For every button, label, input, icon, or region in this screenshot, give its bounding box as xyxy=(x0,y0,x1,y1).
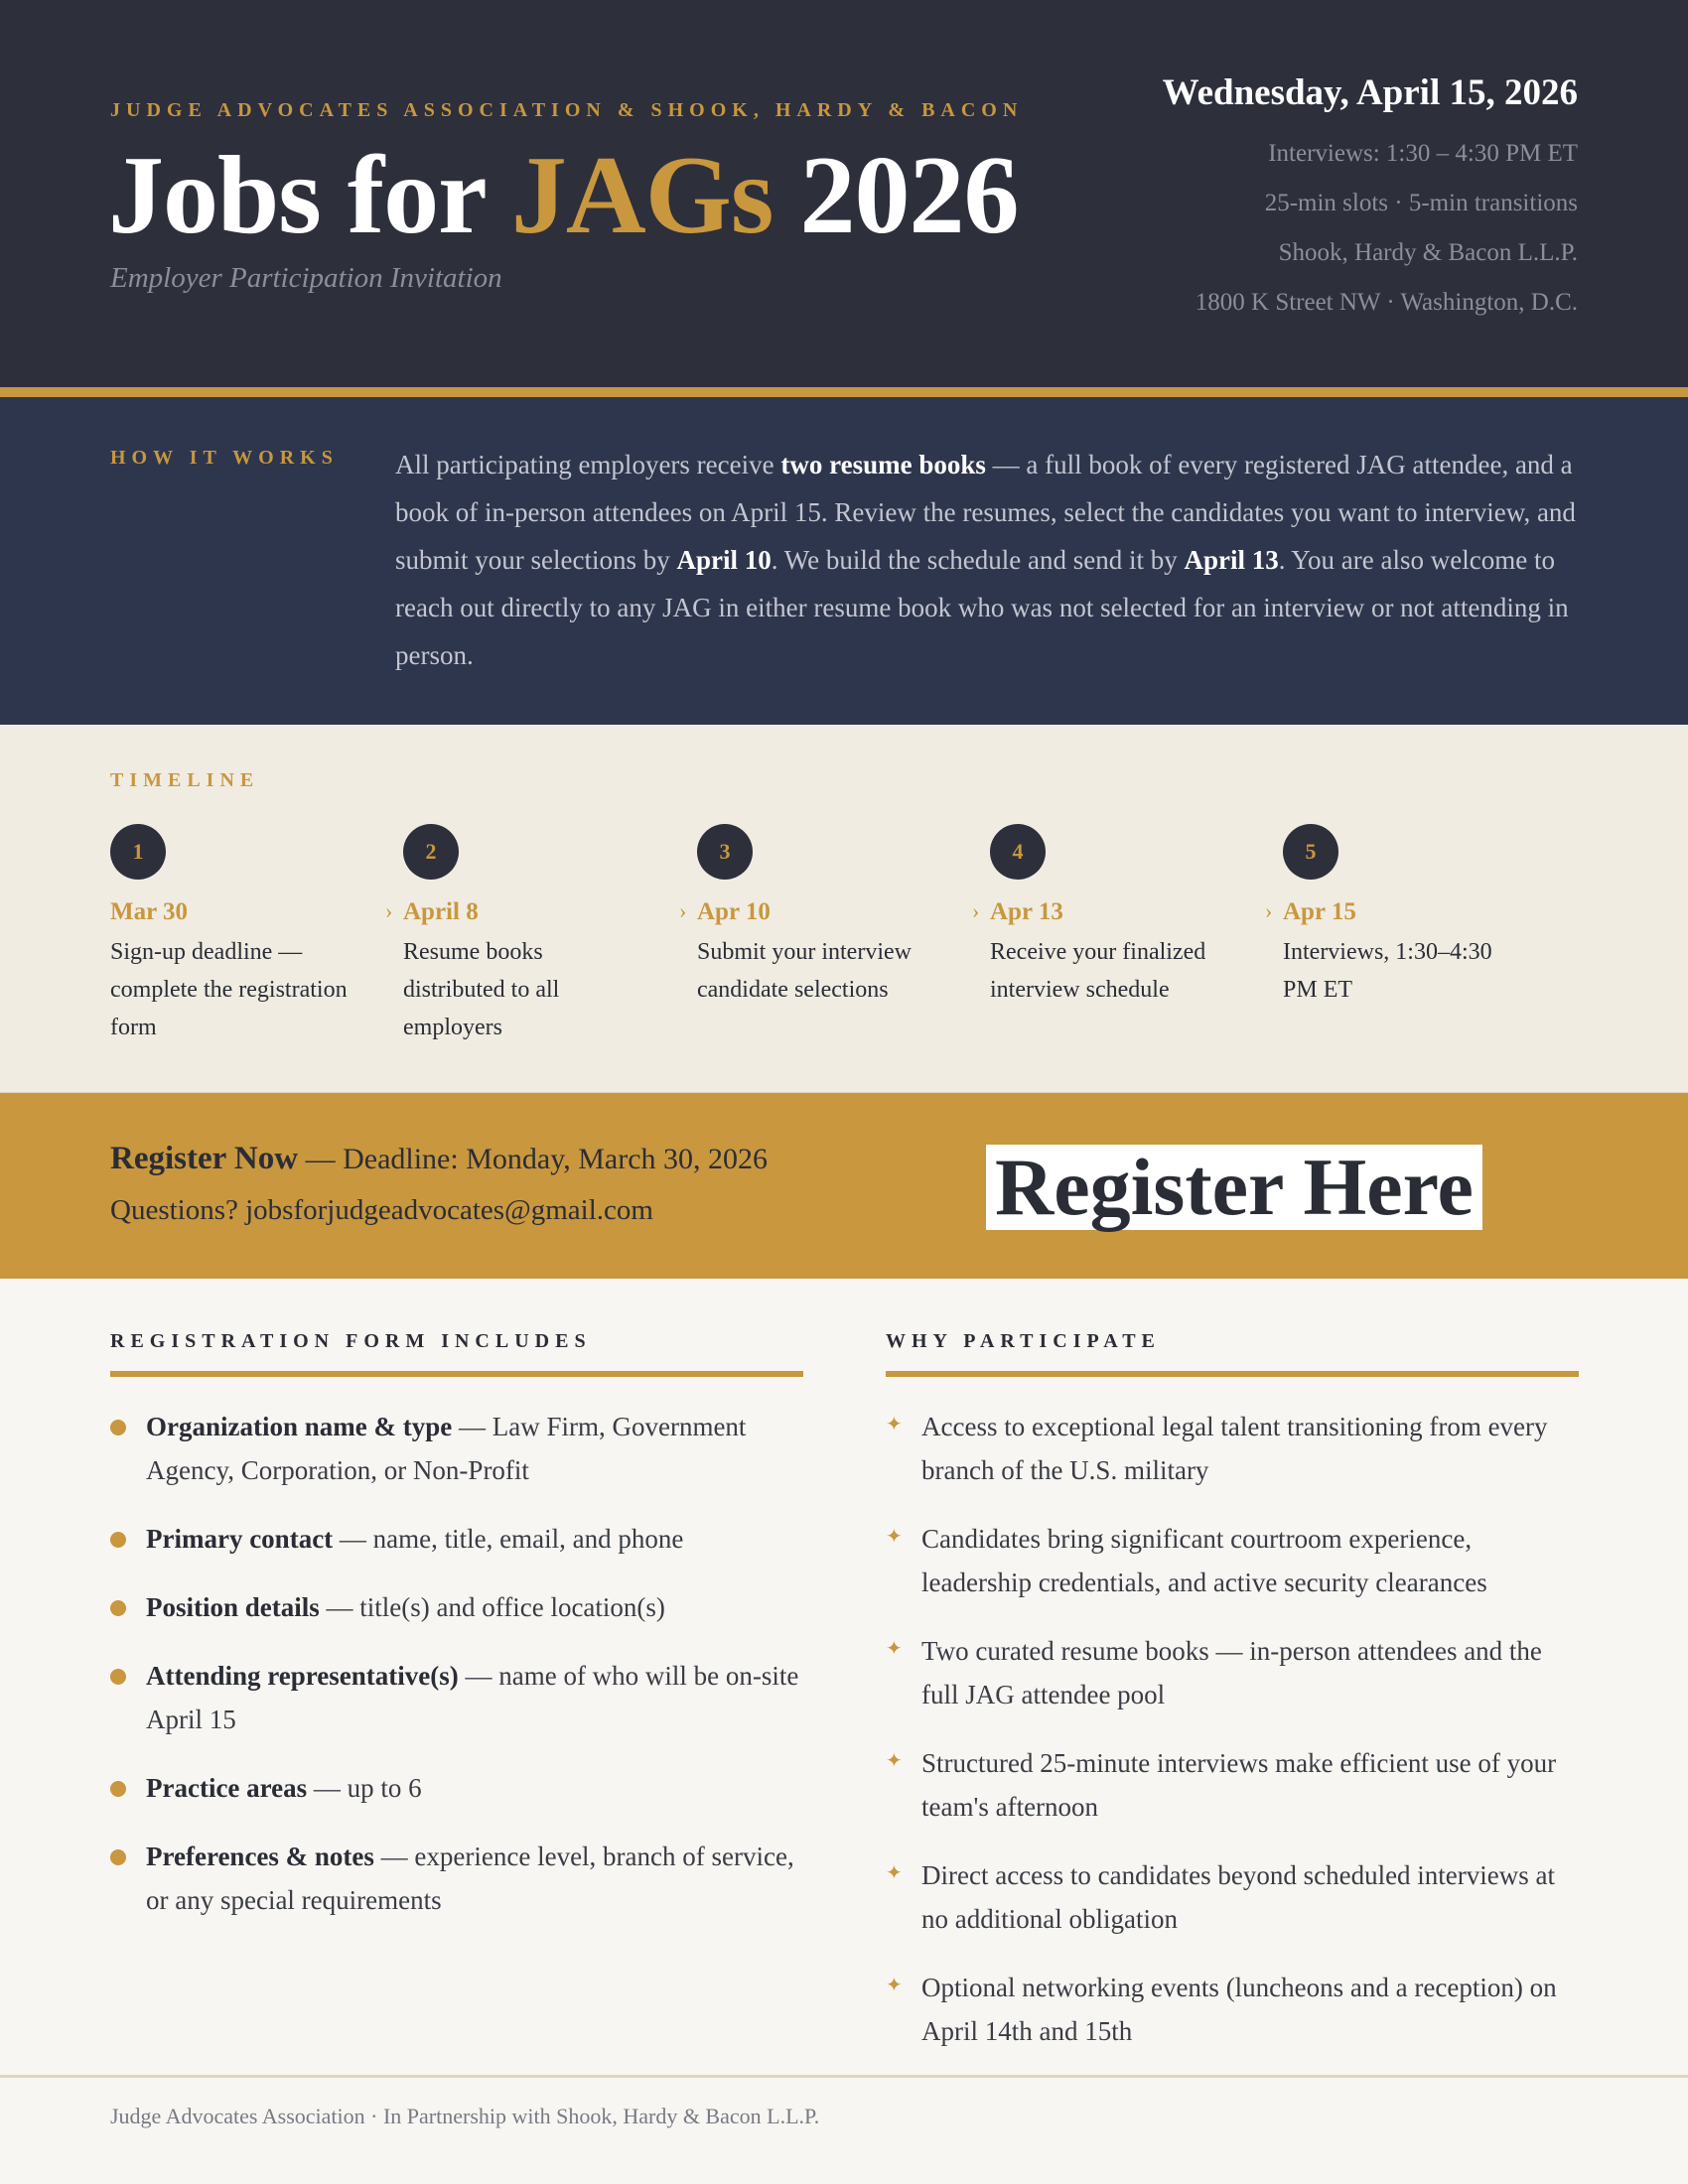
item-title: Position details xyxy=(146,1592,320,1622)
page-subtitle: Employer Participation Invitation xyxy=(110,262,502,294)
list-item xyxy=(110,1766,803,1810)
event-details xyxy=(1163,69,1578,328)
questions-contact[interactable]: Questions? jobsforjudgeadvocates@gmail.com xyxy=(110,1194,653,1226)
step-number-badge: 1 xyxy=(110,824,166,880)
title-pre: Jobs for xyxy=(108,134,511,257)
sparkle-icon: ✦ xyxy=(886,1862,903,1884)
footer-divider xyxy=(0,2075,1688,2078)
how-text-emphasis: April 10 xyxy=(676,545,772,575)
event-date: Wednesday, April 15, 2026 xyxy=(1162,72,1578,113)
item-text: — experience level, branch of service, or any special requirements xyxy=(146,1842,794,1915)
item-text: — title(s) and office location(s) xyxy=(319,1592,665,1622)
item-title: Practice areas xyxy=(146,1773,308,1803)
step-date-row xyxy=(679,895,935,929)
how-text-part: All participating employers receive xyxy=(395,450,781,479)
register-banner xyxy=(0,1093,1688,1279)
page-title xyxy=(108,131,1018,260)
step-number-badge: 2 xyxy=(403,824,459,880)
register-here-button[interactable]: Register Here xyxy=(986,1145,1482,1230)
step-date-row xyxy=(385,895,641,929)
how-text-part: . We build the schedule and send it by xyxy=(771,545,1185,575)
item-text: Two curated resume books — in-person attendees and the full JAG attendee pool xyxy=(921,1636,1542,1709)
how-text-part: — a full book of every registered JAG attendee, and a book of in-person attendees on April 15. Review the resumes, select the candidates you want to interview, and submit your selections by xyxy=(395,450,1576,575)
step-description: Receive your finalized interview schedule xyxy=(990,939,1206,1003)
step-description: Interviews, 1:30–4:30 PM ET xyxy=(1283,939,1492,1003)
event-detail-line: 1800 K Street NW · Washington, D.C. xyxy=(1195,289,1578,316)
bullet-dot-icon xyxy=(110,1532,126,1548)
timeline-step xyxy=(385,824,641,1046)
list-item xyxy=(110,1835,803,1922)
header-divider xyxy=(0,387,1688,397)
form-includes-section xyxy=(110,1330,803,1947)
item-text: — name, title, email, and phone xyxy=(333,1524,684,1554)
why-participate-section xyxy=(886,1330,1579,2078)
sparkle-icon: ✦ xyxy=(886,1638,903,1660)
sparkle-icon: ✦ xyxy=(886,1414,903,1435)
timeline-step xyxy=(972,824,1228,1009)
item-text: Structured 25-minute interviews make efficient use of your team's afternoon xyxy=(921,1748,1557,1822)
step-date: Apr 15 xyxy=(1283,898,1356,925)
event-detail-line: Interviews: 1:30 – 4:30 PM ET xyxy=(1268,140,1578,167)
step-date-row xyxy=(972,895,1228,929)
list-item xyxy=(110,1405,803,1492)
step-date: Mar 30 xyxy=(110,898,188,925)
how-it-works-text xyxy=(395,441,1587,679)
step-date: April 8 xyxy=(403,898,479,925)
step-date: Apr 10 xyxy=(697,898,771,925)
how-it-works-section xyxy=(0,397,1688,725)
step-date-row xyxy=(1265,895,1521,929)
sparkle-icon: ✦ xyxy=(886,1750,903,1772)
register-heading-line xyxy=(110,1141,768,1177)
item-title: Preferences & notes xyxy=(146,1842,374,1871)
section-rule xyxy=(110,1371,803,1377)
bullet-dot-icon xyxy=(110,1849,126,1865)
how-it-works-label: HOW IT WORKS xyxy=(110,447,339,469)
list-item xyxy=(110,1517,803,1561)
list-item xyxy=(886,1517,1579,1604)
title-accent: JAGs xyxy=(510,134,774,257)
item-text: Direct access to candidates beyond scheduled interviews at no additional obligation xyxy=(921,1860,1556,1934)
step-description: Sign-up deadline — complete the registration form xyxy=(110,939,348,1040)
sparkle-icon: ✦ xyxy=(886,1975,903,1996)
chevron-right-icon: › xyxy=(972,898,980,923)
register-deadline: — Deadline: Monday, March 30, 2026 xyxy=(298,1143,769,1175)
step-number-badge: 3 xyxy=(697,824,753,880)
header-eyebrow: JUDGE ADVOCATES ASSOCIATION & SHOOK, HARDY & BACON xyxy=(110,99,1024,121)
step-date: Apr 13 xyxy=(990,898,1063,925)
list-item xyxy=(886,1966,1579,2053)
bullet-dot-icon xyxy=(110,1781,126,1797)
item-title: Attending representative(s) xyxy=(146,1661,459,1691)
bullet-dot-icon xyxy=(110,1420,126,1435)
sparkle-icon: ✦ xyxy=(886,1526,903,1548)
timeline-step xyxy=(679,824,935,1009)
how-text-part: . You are also welcome to reach out directly to any JAG in either resume book who was not selected for an interview or not attending in person. xyxy=(395,545,1569,670)
list-item xyxy=(886,1853,1579,1941)
title-post: 2026 xyxy=(773,134,1019,257)
section-rule xyxy=(886,1371,1579,1377)
step-description: Resume books distributed to all employers xyxy=(403,939,560,1040)
form-includes-label: REGISTRATION FORM INCLUDES xyxy=(110,1330,592,1352)
list-item xyxy=(886,1741,1579,1829)
chevron-right-icon: › xyxy=(1265,898,1273,923)
timeline-label: TIMELINE xyxy=(110,769,260,791)
timeline-step xyxy=(110,824,349,1046)
timeline-section xyxy=(0,725,1688,1093)
item-title: Primary contact xyxy=(146,1524,334,1554)
item-text: Candidates bring significant courtroom experience, leadership credentials, and active security clearances xyxy=(921,1524,1487,1597)
how-text-emphasis: two resume books xyxy=(780,450,986,479)
timeline-step xyxy=(1265,824,1521,1009)
item-text: — Law Firm, Government Agency, Corporation, or Non-Profit xyxy=(146,1412,747,1485)
item-text: Access to exceptional legal talent transitioning from every branch of the U.S. military xyxy=(921,1412,1548,1485)
chevron-right-icon: › xyxy=(385,898,393,923)
list-item xyxy=(110,1654,803,1741)
item-title: Organization name & type xyxy=(146,1412,453,1441)
event-detail-line: Shook, Hardy & Bacon L.L.P. xyxy=(1278,239,1578,266)
chevron-right-icon: › xyxy=(679,898,687,923)
register-heading: Register Now xyxy=(110,1141,299,1176)
form-includes-list xyxy=(110,1405,803,1922)
header xyxy=(0,0,1688,387)
bullet-dot-icon xyxy=(110,1669,126,1685)
item-text: — name of who will be on-site April 15 xyxy=(146,1661,799,1734)
item-text: — up to 6 xyxy=(307,1773,422,1803)
list-item xyxy=(110,1585,803,1629)
why-participate-label: WHY PARTICIPATE xyxy=(886,1330,1161,1352)
step-description: Submit your interview candidate selections xyxy=(697,939,912,1003)
item-text: Optional networking events (luncheons and a reception) on April 14th and 15th xyxy=(921,1973,1557,2046)
bullet-dot-icon xyxy=(110,1600,126,1616)
how-text-emphasis: April 13 xyxy=(1184,545,1279,575)
why-participate-list xyxy=(886,1405,1579,2053)
list-item xyxy=(886,1405,1579,1492)
step-number-badge: 4 xyxy=(990,824,1046,880)
list-item xyxy=(886,1629,1579,1716)
step-number-badge: 5 xyxy=(1283,824,1338,880)
footer-text: Judge Advocates Association · In Partnership with Shook, Hardy & Bacon L.L.P. xyxy=(110,2104,820,2128)
event-detail-line: 25-min slots · 5-min transitions xyxy=(1264,190,1578,216)
